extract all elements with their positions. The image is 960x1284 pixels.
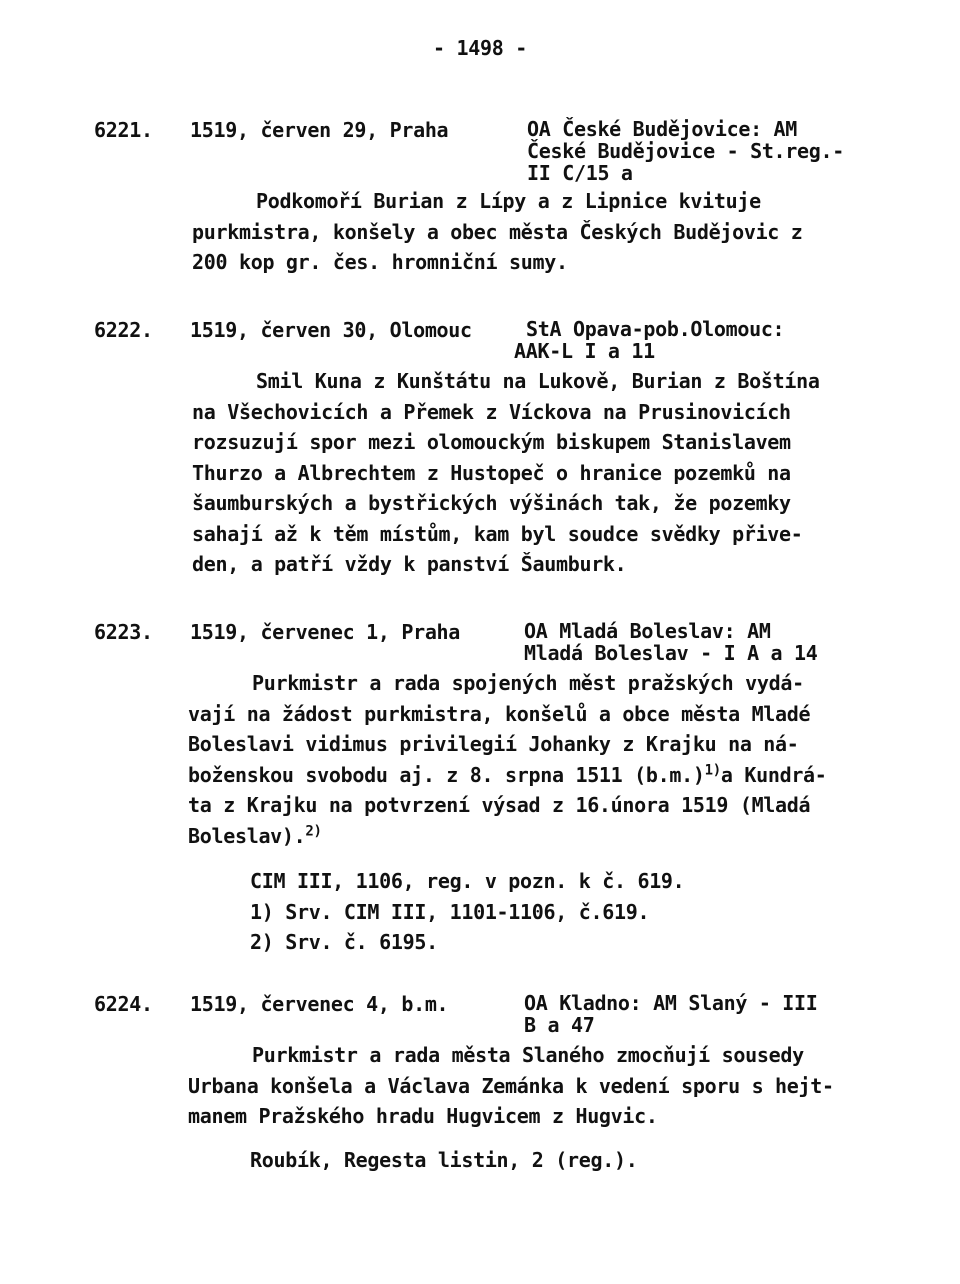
entry-text: Smil Kuna z Kunštátu na Lukově, Burian z Boštína na Všechovicích a Přemek z Víckova na Prusinovicích rozsuzují spor mezi olomouckým biskupem Stanislavem Thurzo a Albrechtem z Hustopeč o hranice pozemků na šaumburských a bystřických výšinách tak, že pozemky sahají až k těm místům, kam byl soudce svědky přive- den, a patří vždy k panství Šaumburk. [192,369,820,576]
entry-number: 6222. [94,318,153,342]
footnote-mark: 1) [704,761,721,778]
entry-archive: StA Opava-pob.Olomouc: AAK-L I a 11 [514,317,785,363]
entry-number: 6224. [94,992,153,1016]
entry-text: Podkomoří Burian z Lípy a z Lipnice kvituje purkmistra, konšely a obec města Českých Budějovic z 200 kop gr. čes. hromniční sumy. [192,189,803,274]
page-number: - 1498 - [433,36,527,60]
entry-text: Purkmistr a rada města Slaného zmocňují sousedy Urbana konšela a Václava Zemánka k vedení sporu s hejt- manem Pražského hradu Hugvicem z Hugvic. [188,1043,834,1128]
footnote-mark: 2) [305,822,322,839]
entry-text: Purkmistr a rada spojených měst pražských vydá- vají na žádost purkmistra, konšelů a obce města Mladé Boleslavi vidimus privilegií Johanky z Krajku na ná- boženskou svobodu aj. z 8. srpna 1511 $(b.m.)^{1)}a$ Kundrá- ta z Krajku na potvrzení výsad z 16.února 1519 (Mladá Boleslav).$^{2)}$ [188,671,827,848]
entry-date-place: 1519, červen 29, Praha [190,118,449,142]
entry-date-place: 1519, červenec 4, b.m. [190,992,449,1016]
entry-references: Roubík, Regesta listin, 2 (reg.). [250,1148,638,1172]
entry-number: 6221. [94,118,153,142]
entry-references: CIM III, 1106, reg. v pozn. k č. 619. 1) Srv. CIM III, 1101-1106, č.619. 2) Srv. č. 6195. [250,869,685,954]
entry-date-place: 1519, červenec 1, Praha [190,620,461,644]
entry-archive: OA Mladá Boleslav: AM Mladá Boleslav - I A a 14 [524,619,818,665]
entry-date-place: 1519, červen 30, Olomouc [190,318,472,342]
entry-number: 6223. [94,620,153,644]
entry-archive: OA České Budějovice: AM České Budějovice - St.reg.- II C/15 a [527,117,845,185]
entry-archive: OA Kladno: AM Slaný - III B a 47 [524,991,818,1037]
